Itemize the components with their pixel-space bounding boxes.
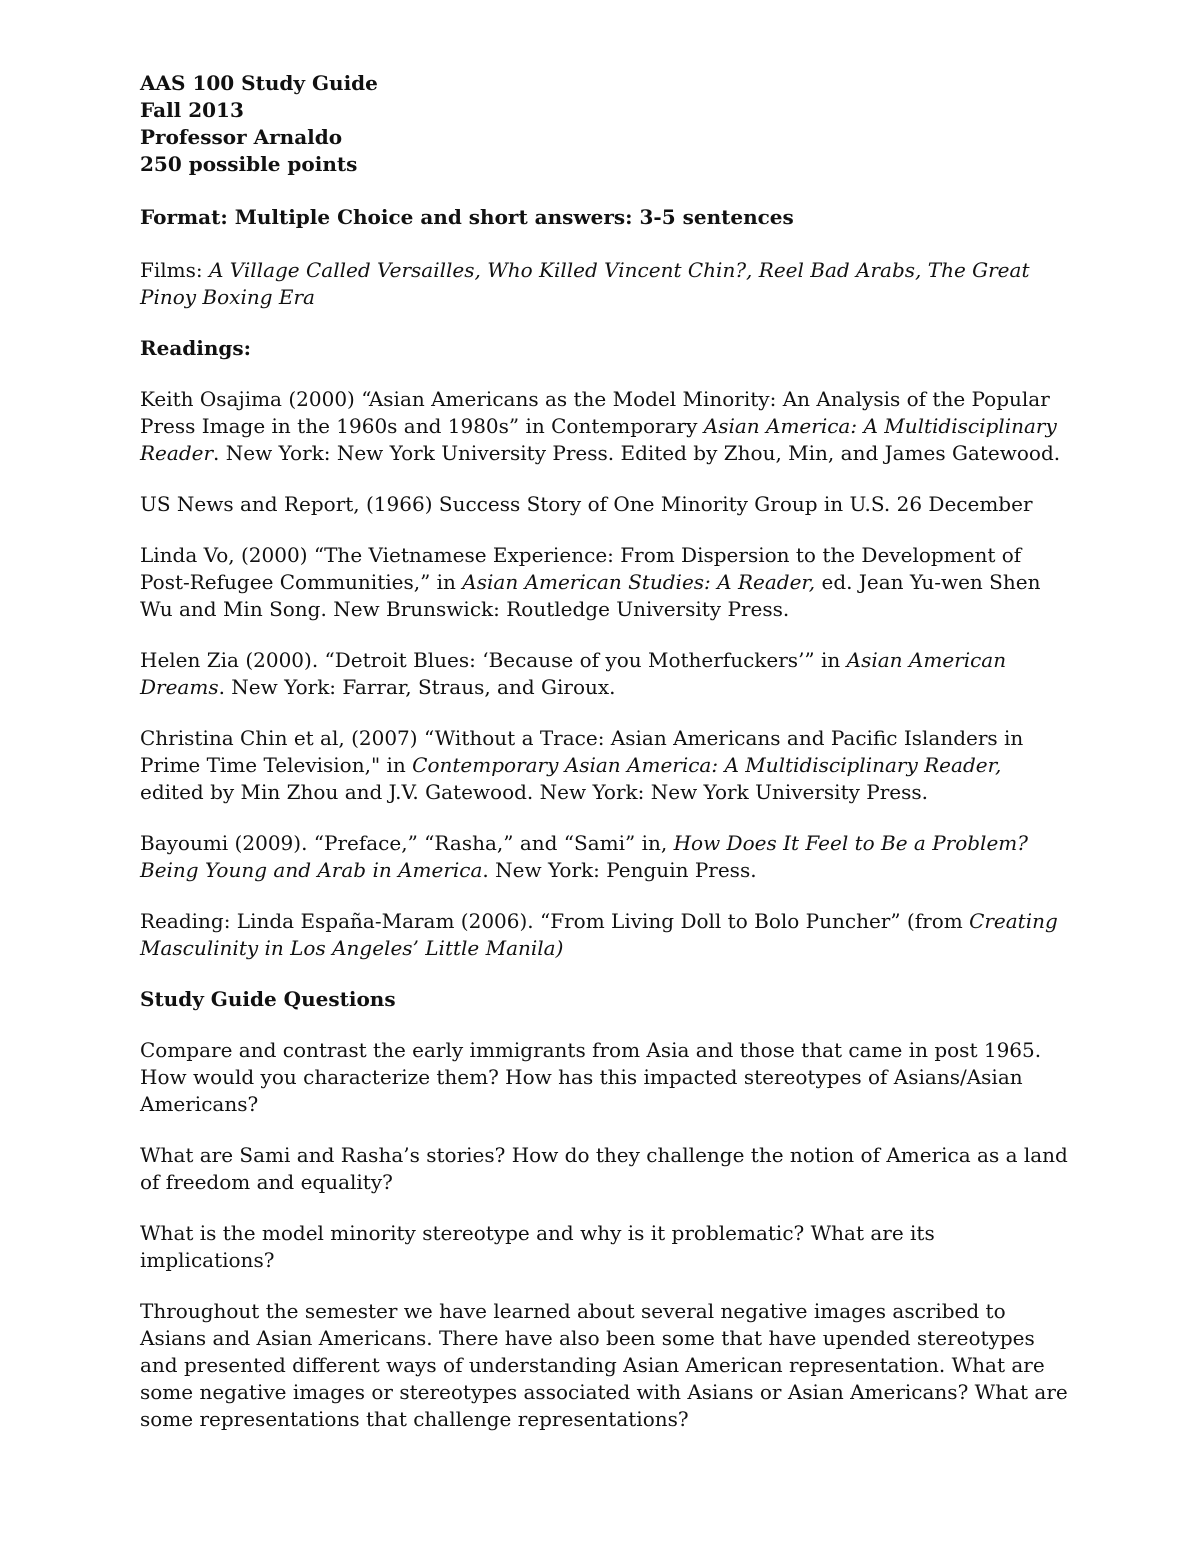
reading-item: Linda Vo, (2000) “The Vietnamese Experience: From Dispersion to the Development of Post-Refugee Communities,” in Asian American Studies: A Reader, ed. Jean Yu-wen Shen Wu and Min Song. New Brunswick: Routledge University Press. — [140, 543, 1041, 621]
questions-list — [140, 1037, 1070, 1433]
films-label: Films: — [140, 258, 209, 282]
question-item: What is the model minority stereotype and why is it problematic? What are its implications? — [140, 1221, 935, 1272]
films-line — [140, 257, 1070, 311]
films-titles: A Village Called Versailles, Who Killed Vincent Chin?, Reel Bad Arabs, The Great Pinoy Boxing Era — [140, 258, 1030, 309]
reading-item: US News and Report, (1966) Success Story of One Minority Group in U.S. 26 December — [140, 492, 1033, 516]
reading-item: Bayoumi (2009). “Preface,” “Rasha,” and “Sami” in, How Does It Feel to Be a Problem? Being Young and Arab in America. New York: Penguin Press. — [140, 831, 1028, 882]
question-item: Compare and contrast the early immigrants from Asia and those that came in post 1965. How would you characterize them? How has this impacted stereotypes of Asians/Asian Americans? — [140, 1038, 1042, 1116]
possible-points: 250 possible points — [140, 152, 358, 176]
question-item: Throughout the semester we have learned about several negative images ascribed to Asians and Asian Americans. There have also been some that have upended stereotypes and presented different ways of understanding Asian American representation. What are some negative images or stereotypes associated with Asians or Asian Americans? What are some representations that challenge representations? — [140, 1299, 1068, 1431]
reading-item: Christina Chin et al, (2007) “Without a Trace: Asian Americans and Pacific Islanders in Prime Time Television," in Contemporary Asian America: A Multidisciplinary Reader, edited by Min Zhou and J.V. Gatewood. New York: New York University Press. — [140, 726, 1024, 804]
reading-item: Helen Zia (2000). “Detroit Blues: ‘Because of you Motherfuckers’” in Asian American Dreams. New York: Farrar, Straus, and Giroux. — [140, 648, 1007, 699]
term: Fall 2013 — [140, 98, 244, 122]
reading-item: Reading: Linda España-Maram (2006). “From Living Doll to Bolo Puncher” (from Creating Masculinity in Los Angeles’ Little Manila) — [140, 909, 1058, 960]
questions-heading: Study Guide Questions — [140, 987, 396, 1011]
readings-heading: Readings: — [140, 336, 252, 360]
course-title: AAS 100 Study Guide — [140, 71, 378, 95]
document-page — [140, 70, 1070, 1433]
readings-list — [140, 386, 1070, 962]
professor: Professor Arnaldo — [140, 125, 343, 149]
question-item: What are Sami and Rasha’s stories? How do they challenge the notion of America as a land of freedom and equality? — [140, 1143, 1068, 1194]
format-line: Format: Multiple Choice and short answers: 3-5 sentences — [140, 205, 794, 229]
reading-item: Keith Osajima (2000) “Asian Americans as the Model Minority: An Analysis of the Popular Press Image in the 1960s and 1980s” in Contemporary Asian America: A Multidisciplinary Reader. New York: New York University Press. Edited by Zhou, Min, and James Gatewood. — [140, 387, 1061, 465]
